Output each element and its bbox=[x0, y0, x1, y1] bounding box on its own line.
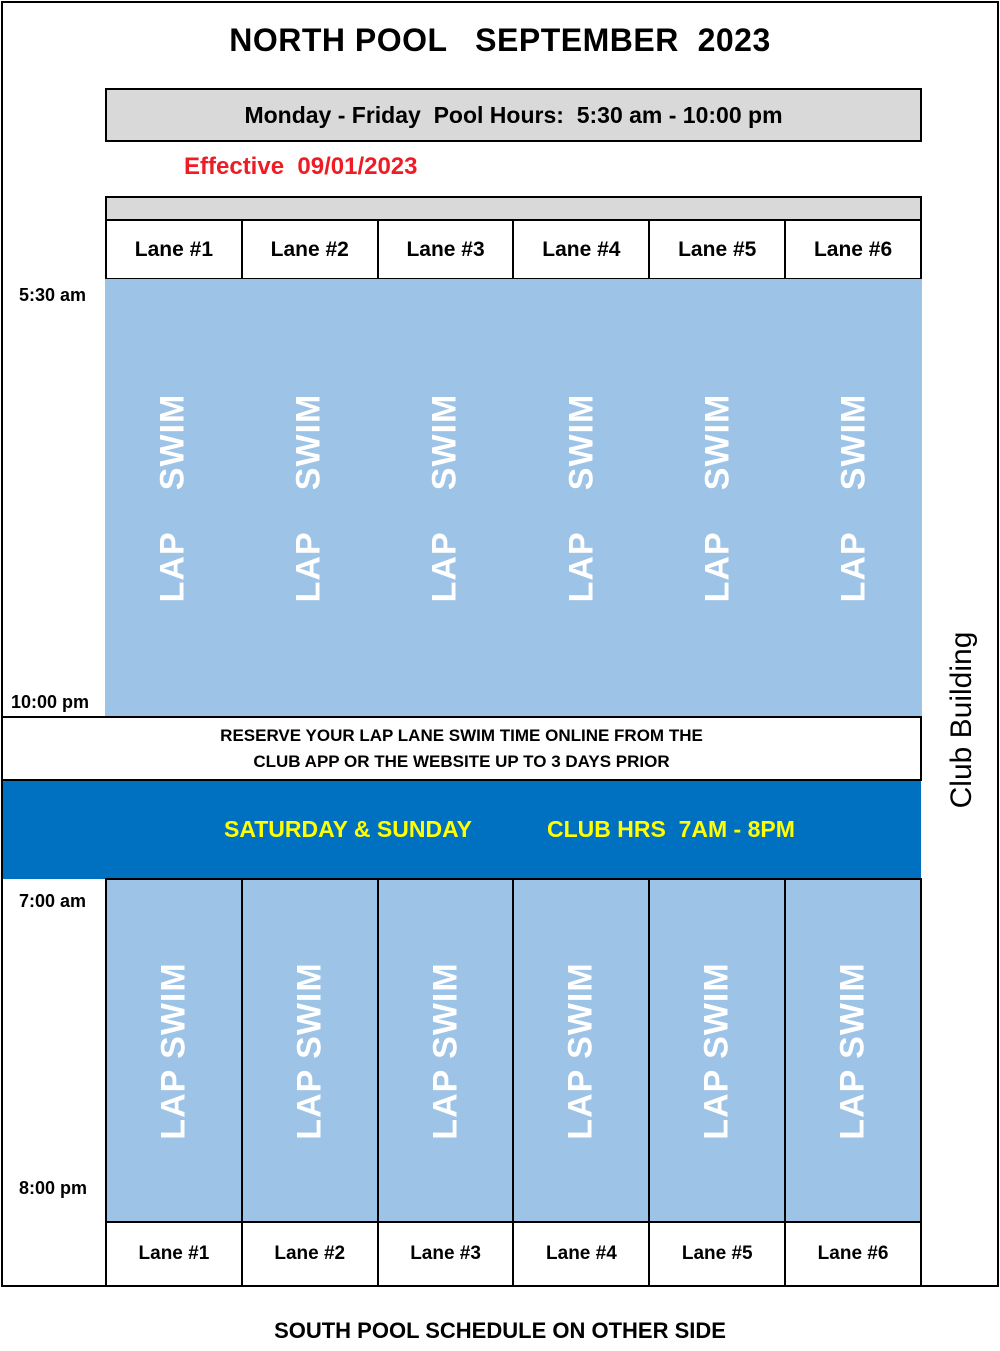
weekend-lane-column bbox=[379, 880, 515, 1221]
lap-swim-label: LAP SWIM bbox=[153, 393, 192, 603]
lane-header-cell: Lane #3 bbox=[379, 221, 515, 278]
effective-date: Effective 09/01/2023 bbox=[184, 153, 418, 180]
lane-header-cell: Lane #1 bbox=[107, 221, 243, 278]
weekend-lane-column bbox=[514, 880, 650, 1221]
weekend-lane-column bbox=[107, 880, 243, 1221]
weekend-lap-swim-block bbox=[105, 878, 922, 1223]
lap-swim-label: LAP SWIM bbox=[426, 961, 465, 1140]
weekend-lane-column bbox=[243, 880, 379, 1221]
lap-swim-label: LAP SWIM bbox=[561, 961, 600, 1140]
club-building-label: Club Building bbox=[945, 631, 978, 809]
weekday-lane-column bbox=[514, 279, 650, 717]
weekend-lane-column bbox=[650, 880, 786, 1221]
lane-footer-cell: Lane #6 bbox=[817, 1243, 889, 1264]
weekday-lap-swim-block bbox=[105, 279, 922, 717]
weekend-start-time: 7:00 am bbox=[19, 891, 87, 911]
lap-swim-label: LAP SWIM bbox=[697, 961, 736, 1140]
weekday-lane-column bbox=[377, 279, 513, 717]
weekday-lane-column bbox=[241, 279, 377, 717]
weekday-lane-column bbox=[650, 279, 786, 717]
lane-header-cell: Lane #5 bbox=[650, 221, 786, 278]
weekday-end-time: 10:00 pm bbox=[11, 692, 90, 712]
weekend-club-hours: CLUB HRS 7AM - 8PM bbox=[547, 816, 795, 842]
lap-swim-label: LAP SWIM bbox=[833, 961, 872, 1140]
lane-footer-cell: Lane #5 bbox=[650, 1223, 786, 1285]
reserve-notice bbox=[1, 716, 922, 781]
lap-swim-label: LAP SWIM bbox=[698, 393, 737, 603]
weekday-lane-column bbox=[105, 279, 241, 717]
weekend-lane-column bbox=[786, 880, 920, 1221]
lane-header-cell: Lane #6 bbox=[813, 237, 893, 261]
lap-swim-label: LAP SWIM bbox=[289, 393, 328, 603]
lap-swim-label: LAP SWIM bbox=[154, 961, 193, 1140]
footer-note: SOUTH POOL SCHEDULE ON OTHER SIDE bbox=[274, 1318, 726, 1343]
reserve-notice-line-2: CLUB APP OR THE WEBSITE UP TO 3 DAYS PRIOR bbox=[253, 751, 670, 771]
lane-header-cell: Lane #4 bbox=[514, 221, 650, 278]
lap-swim-label: LAP SWIM bbox=[425, 393, 464, 603]
weekend-end-time: 8:00 pm bbox=[19, 1178, 88, 1198]
weekday-lane-column bbox=[786, 279, 922, 717]
lap-swim-label: LAP SWIM bbox=[834, 393, 873, 603]
lane-footer-cell: Lane #2 bbox=[243, 1223, 379, 1285]
weekday-hours-text: Monday - Friday Pool Hours: 5:30 am - 10:00 pm bbox=[244, 101, 783, 128]
lane-header-cell: Lane #2 bbox=[243, 221, 379, 278]
header-gray-strip bbox=[105, 196, 922, 221]
weekday-hours-bar bbox=[105, 88, 922, 142]
reserve-notice-line-1: RESERVE YOUR LAP LANE SWIM TIME ONLINE FROM THE bbox=[220, 725, 703, 745]
weekend-hours-bar bbox=[3, 781, 921, 879]
lap-swim-label: LAP SWIM bbox=[562, 393, 601, 603]
lane-footer-cell: Lane #3 bbox=[379, 1223, 515, 1285]
lane-footer-cell: Lane #1 bbox=[107, 1223, 243, 1285]
lap-swim-label: LAP SWIM bbox=[290, 961, 329, 1140]
lane-header-row bbox=[105, 219, 922, 280]
weekday-start-time: 5:30 am bbox=[19, 285, 87, 305]
page-title: NORTH POOL SEPTEMBER 2023 bbox=[229, 22, 771, 58]
lane-footer-row bbox=[105, 1221, 922, 1287]
lane-footer-cell: Lane #4 bbox=[514, 1223, 650, 1285]
weekend-days: SATURDAY & SUNDAY bbox=[224, 816, 472, 842]
